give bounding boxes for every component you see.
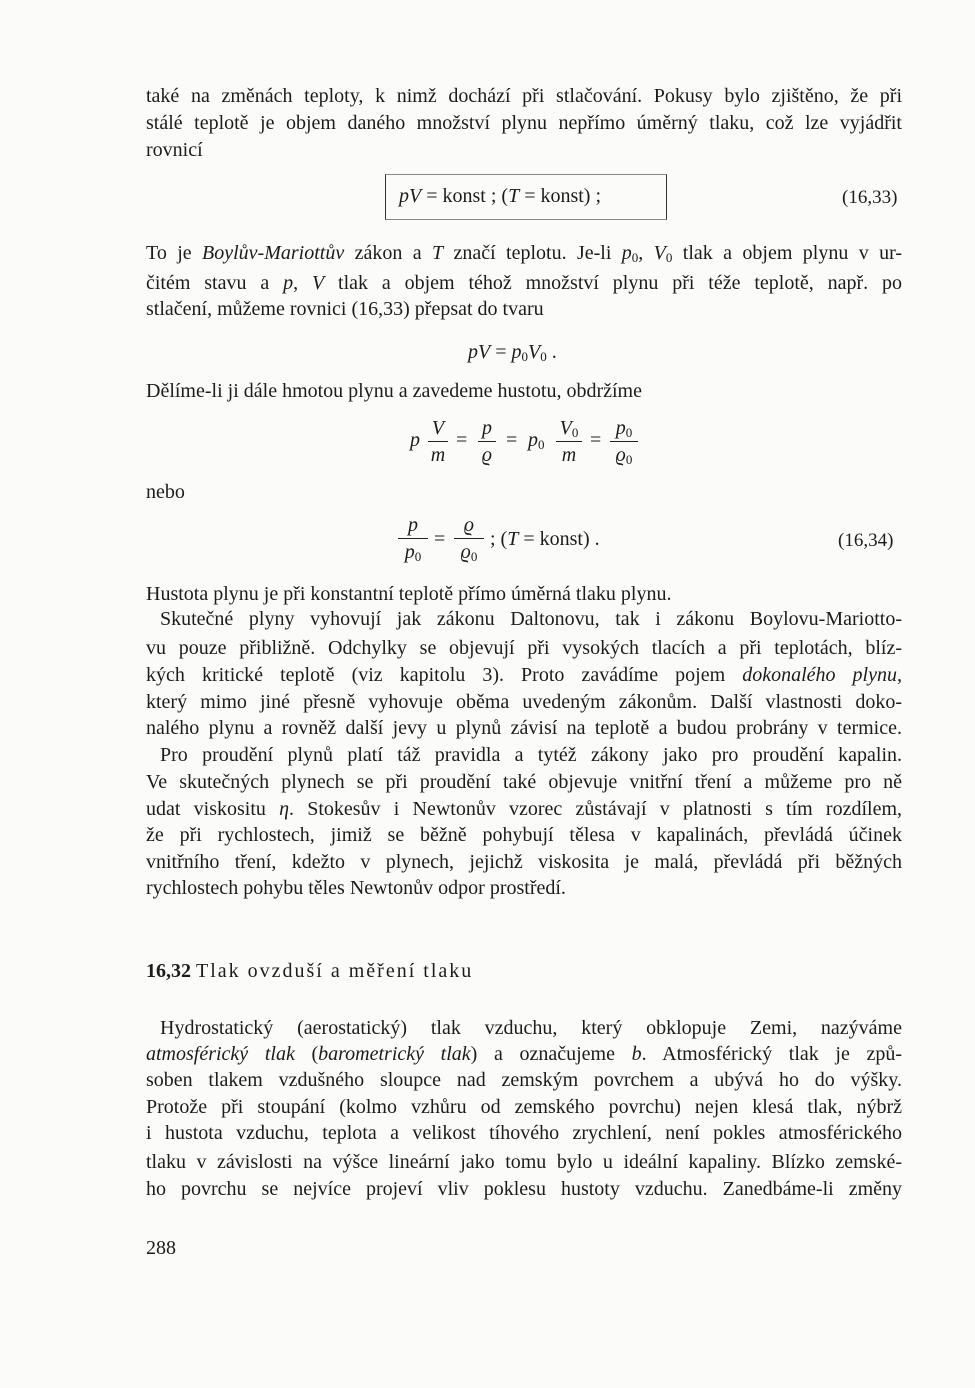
fraction-p-over-p0: p $p_0$ xyxy=(398,514,428,563)
text-line: Hydrostatický (aerostatický) tlak vzduchu, který obklopuje Zemi, nazýváme xyxy=(160,1017,902,1039)
text-line: atmosférický tlak (barometrický tlak) a označujeme b. Atmosférický tlak je způ- xyxy=(146,1043,903,1065)
eq4-equals: = xyxy=(434,528,446,550)
fraction-rho-over-rho0: ϱ $ϱ_0$ xyxy=(454,514,484,563)
fraction-V-over-m: V m xyxy=(428,417,448,466)
text-line: že při rychlostech, jimiž se běžně pohybují tělesa v kapalinách, převládá účinek xyxy=(146,824,902,846)
page-number: 288 xyxy=(146,1237,176,1259)
equation-pv: pV = $p_0V_0$ . xyxy=(468,341,557,364)
text-line: Skutečné plyny vyhovují jak zákonu Daltonovu, tak i zákonu Boylovu-Mariotto- xyxy=(160,608,902,630)
eq3-equals: = xyxy=(456,429,468,451)
text-line: rychlostech pohybu těles Newtonův odpor prostředí. xyxy=(146,877,566,899)
text-line: vu pouze přibližně. Odchylky se objevují při vysokých tlacích a při teplotách, blíz- xyxy=(146,637,902,659)
fraction-V0-over-m: $V_0$ m xyxy=(556,417,582,466)
equation-number: (16,33) xyxy=(842,187,898,208)
text-line: vnitřního tření, kdežto v plynech, jejichž viskosita je malá, převládá při běžných xyxy=(146,851,902,873)
text-line: i hustota vzduchu, teplota a velikost tíhového zrychlení, není pokles atmosférického xyxy=(146,1122,902,1144)
section-heading: 16,32 Tlak ovzduší a měření tlaku xyxy=(146,960,474,982)
eq3-p0: $p_0$ xyxy=(528,429,545,452)
eq4-tail: ; (T = konst) . xyxy=(490,528,600,550)
equation-number: (16,34) xyxy=(838,530,894,551)
text-line: stálé teplotě je objem daného množství plynu nepřímo úměrný tlaku, což lze vyjádřit xyxy=(146,112,902,134)
text-line: tlaku v závislosti na výšce lineární jako tomu bylo u ideální kapaliny. Blízko zemské- xyxy=(146,1151,902,1173)
text-line: čitém stavu a p, V tlak a objem téhož množství plynu při téže teplotě, např. po xyxy=(146,272,902,294)
text-line: Dělíme-li ji dále hmotou plynu a zavedeme hustotu, obdržíme xyxy=(146,380,642,402)
equation-boyle-mariotte: pV = konst ; (T = konst) ; xyxy=(399,185,602,207)
text-line: který mimo jiné přesně vyhovuje oběma uvedeným zákonům. Další vlastnosti doko- xyxy=(146,691,902,713)
text-line: rovnicí xyxy=(146,139,203,161)
text-line: nalého plynu a rovněž další jevy u plynů závisí na teplotě a budou probrány v termice. xyxy=(146,717,902,739)
text-line: Pro proudění plynů platí táž pravidla a tytéž zákony jako pro proudění kapalin. xyxy=(160,744,902,766)
text-line: nebo xyxy=(146,481,185,503)
text-line: Hustota plynu je při konstantní teplotě přímo úměrná tlaku plynu. xyxy=(146,583,672,605)
text-line: udat viskositu η. Stokesův i Newtonův vzorec zůstávají v platnosti s tím rozdílem, xyxy=(146,798,903,820)
fraction-p-over-rho: p ϱ xyxy=(478,417,496,466)
text-line: soben tlakem vzdušného sloupce nad zemským povrchem a ubývá ho do výšky. xyxy=(146,1069,902,1091)
text-line: kých kritické teplotě (viz kapitolu 3). Proto zavádíme pojem dokonalého plynu, xyxy=(146,664,902,686)
text-line: Protože při stoupání (kolmo vzhůru od zemského povrchu) nejen klesá tlak, nýbrž xyxy=(146,1096,902,1118)
text-line: To je Boylův-Mariottův zákon a T značí teplotu. Je-li $p_0$, $V_0$ tlak a objem plynu v ur- xyxy=(146,242,902,265)
text-line: stlačení, můžeme rovnici (16,33) přepsat do tvaru xyxy=(146,298,544,320)
text-line: Ve skutečných plynech se při proudění také objevuje vnitřní tření a můžeme pro ně xyxy=(146,771,902,793)
fraction-p0-over-rho0: $p_0$ $ϱ_0$ xyxy=(610,417,638,466)
eq3-equals: = xyxy=(590,429,602,451)
eq3-equals: = xyxy=(506,429,518,451)
text-line: také na změnách teploty, k nimž dochází při stlačování. Pokusy bylo zjištěno, že při xyxy=(146,85,902,107)
eq3-p: p xyxy=(410,429,420,451)
text-line: ho povrchu se nejvíce projeví vliv poklesu hustoty vzduchu. Zanedbáme-li změny xyxy=(146,1178,902,1200)
